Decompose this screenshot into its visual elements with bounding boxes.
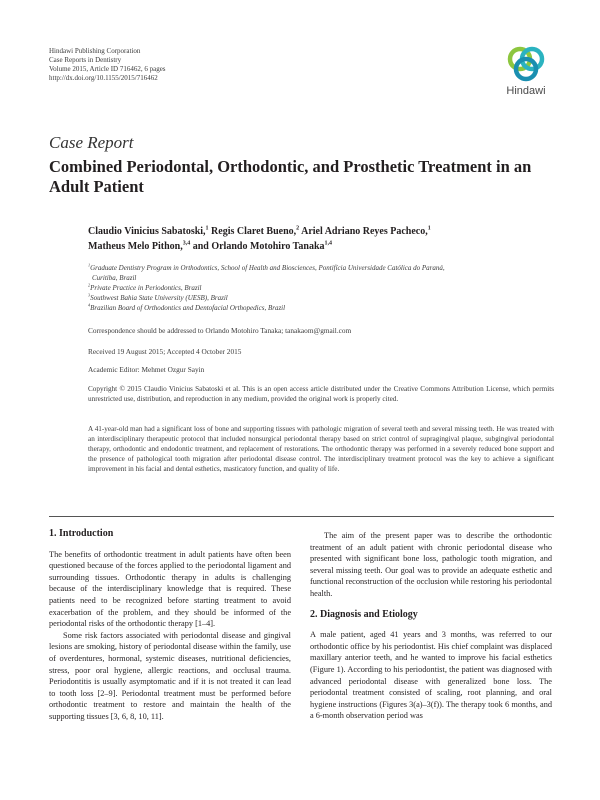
author-name: Matheus Melo Pithon, <box>88 241 183 252</box>
abstract: A 41-year-old man had a significant loss of bone and supporting tissues with pathologic migration of several teeth and several missing teeth. He was treated with an interdisciplinary therapeutic protocol that included nonsurgical periodontal therapy based on strict control of supragingival plaque, subgingival periodontal therapy, orthodontic and endodontic treatment, and replacement of restorations. The orthodontic therapy was performed in a severely reduced bone support and the presence of pathological tooth migration after periodontal disease control. The interdisciplinary treatment protocol was the key to achieve a significant improvement in his facial and dental esthetics, masticatory function, and quality of life. <box>88 425 554 473</box>
article-type: Case Report <box>49 133 134 152</box>
affiliation-text: Southwest Bahia State University (UESB), Brazil <box>90 294 228 302</box>
left-column <box>49 528 291 723</box>
logo-wordmark: Hindawi <box>506 85 546 97</box>
affiliation-number: 1 <box>88 262 91 268</box>
received-accepted-dates: Received 19 August 2015; Accepted 4 October 2015 <box>88 347 242 356</box>
section-heading-diagnosis: 2. Diagnosis and Etiology <box>310 608 418 620</box>
journal-header <box>49 47 166 83</box>
intro-paragraph: The benefits of orthodontic treatment in adult patients have often been questioned because of the forces applied to the periodontal ligament and surrounding tissues. Orthodontic therapy in adults is challenging because of the interdisciplinary knowledge that is required. These patients need to be recognized before starting treatment to avoid exacerbation of the problem, and they should be informed of the periodontal risks of the orthodontic therapy [1–4]. <box>49 549 291 629</box>
affiliation-item <box>88 293 558 303</box>
affiliation-number: 3 <box>88 292 91 298</box>
intro-paragraph: The aim of the present paper was to describe the orthodontic treatment of an adult patient with chronic periodontal disease who presented with significant bone loss, pathologic tooth migration, and several missing teeth. Our goal was to provide an adequate esthetic and functional reconstruction of the occlusion while restoring his periodontal health. <box>310 531 552 598</box>
affiliation-text: Private Practice in Periodontics, Brazil <box>90 284 202 292</box>
doi-link[interactable]: http://dx.doi.org/10.1155/2015/716462 <box>49 74 158 82</box>
affiliation-item <box>88 283 558 293</box>
author-affil-sup: 1 <box>205 225 209 232</box>
copyright-notice: Copyright © 2015 Claudio Vinicius Sabatoski et al. This is an open access article distributed under the Creative Commons Attribution License, which permits unrestricted use, distribution, and reproduction in any medium, provided the original work is properly cited. <box>88 385 554 403</box>
academic-editor: Academic Editor: Mehmet Ozgur Sayin <box>88 365 205 374</box>
affiliation-text: Brazilian Board of Orthodontics and Dentofacial Orthopedics, Brazil <box>90 304 286 312</box>
author-name: Claudio Vinicius Sabatoski, <box>88 226 206 237</box>
affiliation-item <box>88 273 558 283</box>
hindawi-logo-icon <box>500 45 552 85</box>
author-line-1 <box>88 224 558 239</box>
publisher-name: Hindawi Publishing Corporation <box>49 47 141 55</box>
author-affil-sup: 2 <box>296 225 300 232</box>
section-heading-introduction: 1. Introduction <box>49 528 114 539</box>
author-list <box>88 224 558 254</box>
diagnosis-paragraph: A male patient, aged 41 years and 3 months, was referred to our orthodontic office by his periodontist. His chief complaint was displaced maxillary anterior teeth, and he wanted to improve his facial esthetics (Figure 1). According to his periodontist, the patient was diagnosed with advanced periodontal disease with generalized bone loss. The periodontal treatment consisted of scaling, root planning, and oral hygiene instructions (Figures 3(a)–3(f)). The therapy took 6 months, and a 6-month observation period was <box>310 630 552 721</box>
journal-name: Case Reports in Dentistry <box>49 56 122 64</box>
affiliation-item <box>88 263 558 273</box>
hindawi-logo <box>500 45 552 101</box>
author-affil-sup: 1 <box>427 225 431 232</box>
affiliation-text: Curitiba, Brazil <box>92 274 137 282</box>
affiliation-list <box>88 263 558 313</box>
right-column <box>310 530 552 722</box>
author-affil-sup: 1,4 <box>324 240 333 247</box>
correspondence-line: Correspondence should be addressed to Orlando Motohiro Tanaka; tanakaom@gmail.com <box>88 326 352 335</box>
intro-paragraph: Some risk factors associated with periodontal disease and gingival lesions are smoking, history of periodontal disease within the family, use of overdentures, hormonal, systemic diseases, nutritional deficiencies, stress, poor oral hygiene, allergic reactions, and occlusal trauma. Periodontitis is usually asymptomatic and if it is not treated it can lead to tooth loss [2–9]. Periodontal treatment must be performed before orthodontic treatment to restore and maintain the health of the supporting tissues [3, 6, 8, 10, 11]. <box>49 630 291 721</box>
affiliation-number: 4 <box>88 302 91 308</box>
article-title: Combined Periodontal, Orthodontic, and Prosthetic Treatment in an Adult Patient <box>49 157 532 196</box>
author-name: Ariel Adriano Reyes Pacheco, <box>301 226 428 237</box>
author-name: Regis Claret Bueno, <box>211 226 297 237</box>
affiliation-item <box>88 303 558 313</box>
volume-info: Volume 2015, Article ID 716462, 6 pages <box>49 65 166 73</box>
affiliation-number: 2 <box>88 282 91 288</box>
author-affil-sup: 3,4 <box>182 240 191 247</box>
author-line-2 <box>88 239 558 254</box>
affiliation-text: Graduate Dentistry Program in Orthodontics, School of Health and Biosciences, Pontifícia Universidade Católica do Paraná, <box>90 264 445 272</box>
section-divider <box>49 516 554 517</box>
author-name: and Orlando Motohiro Tanaka <box>192 241 325 252</box>
